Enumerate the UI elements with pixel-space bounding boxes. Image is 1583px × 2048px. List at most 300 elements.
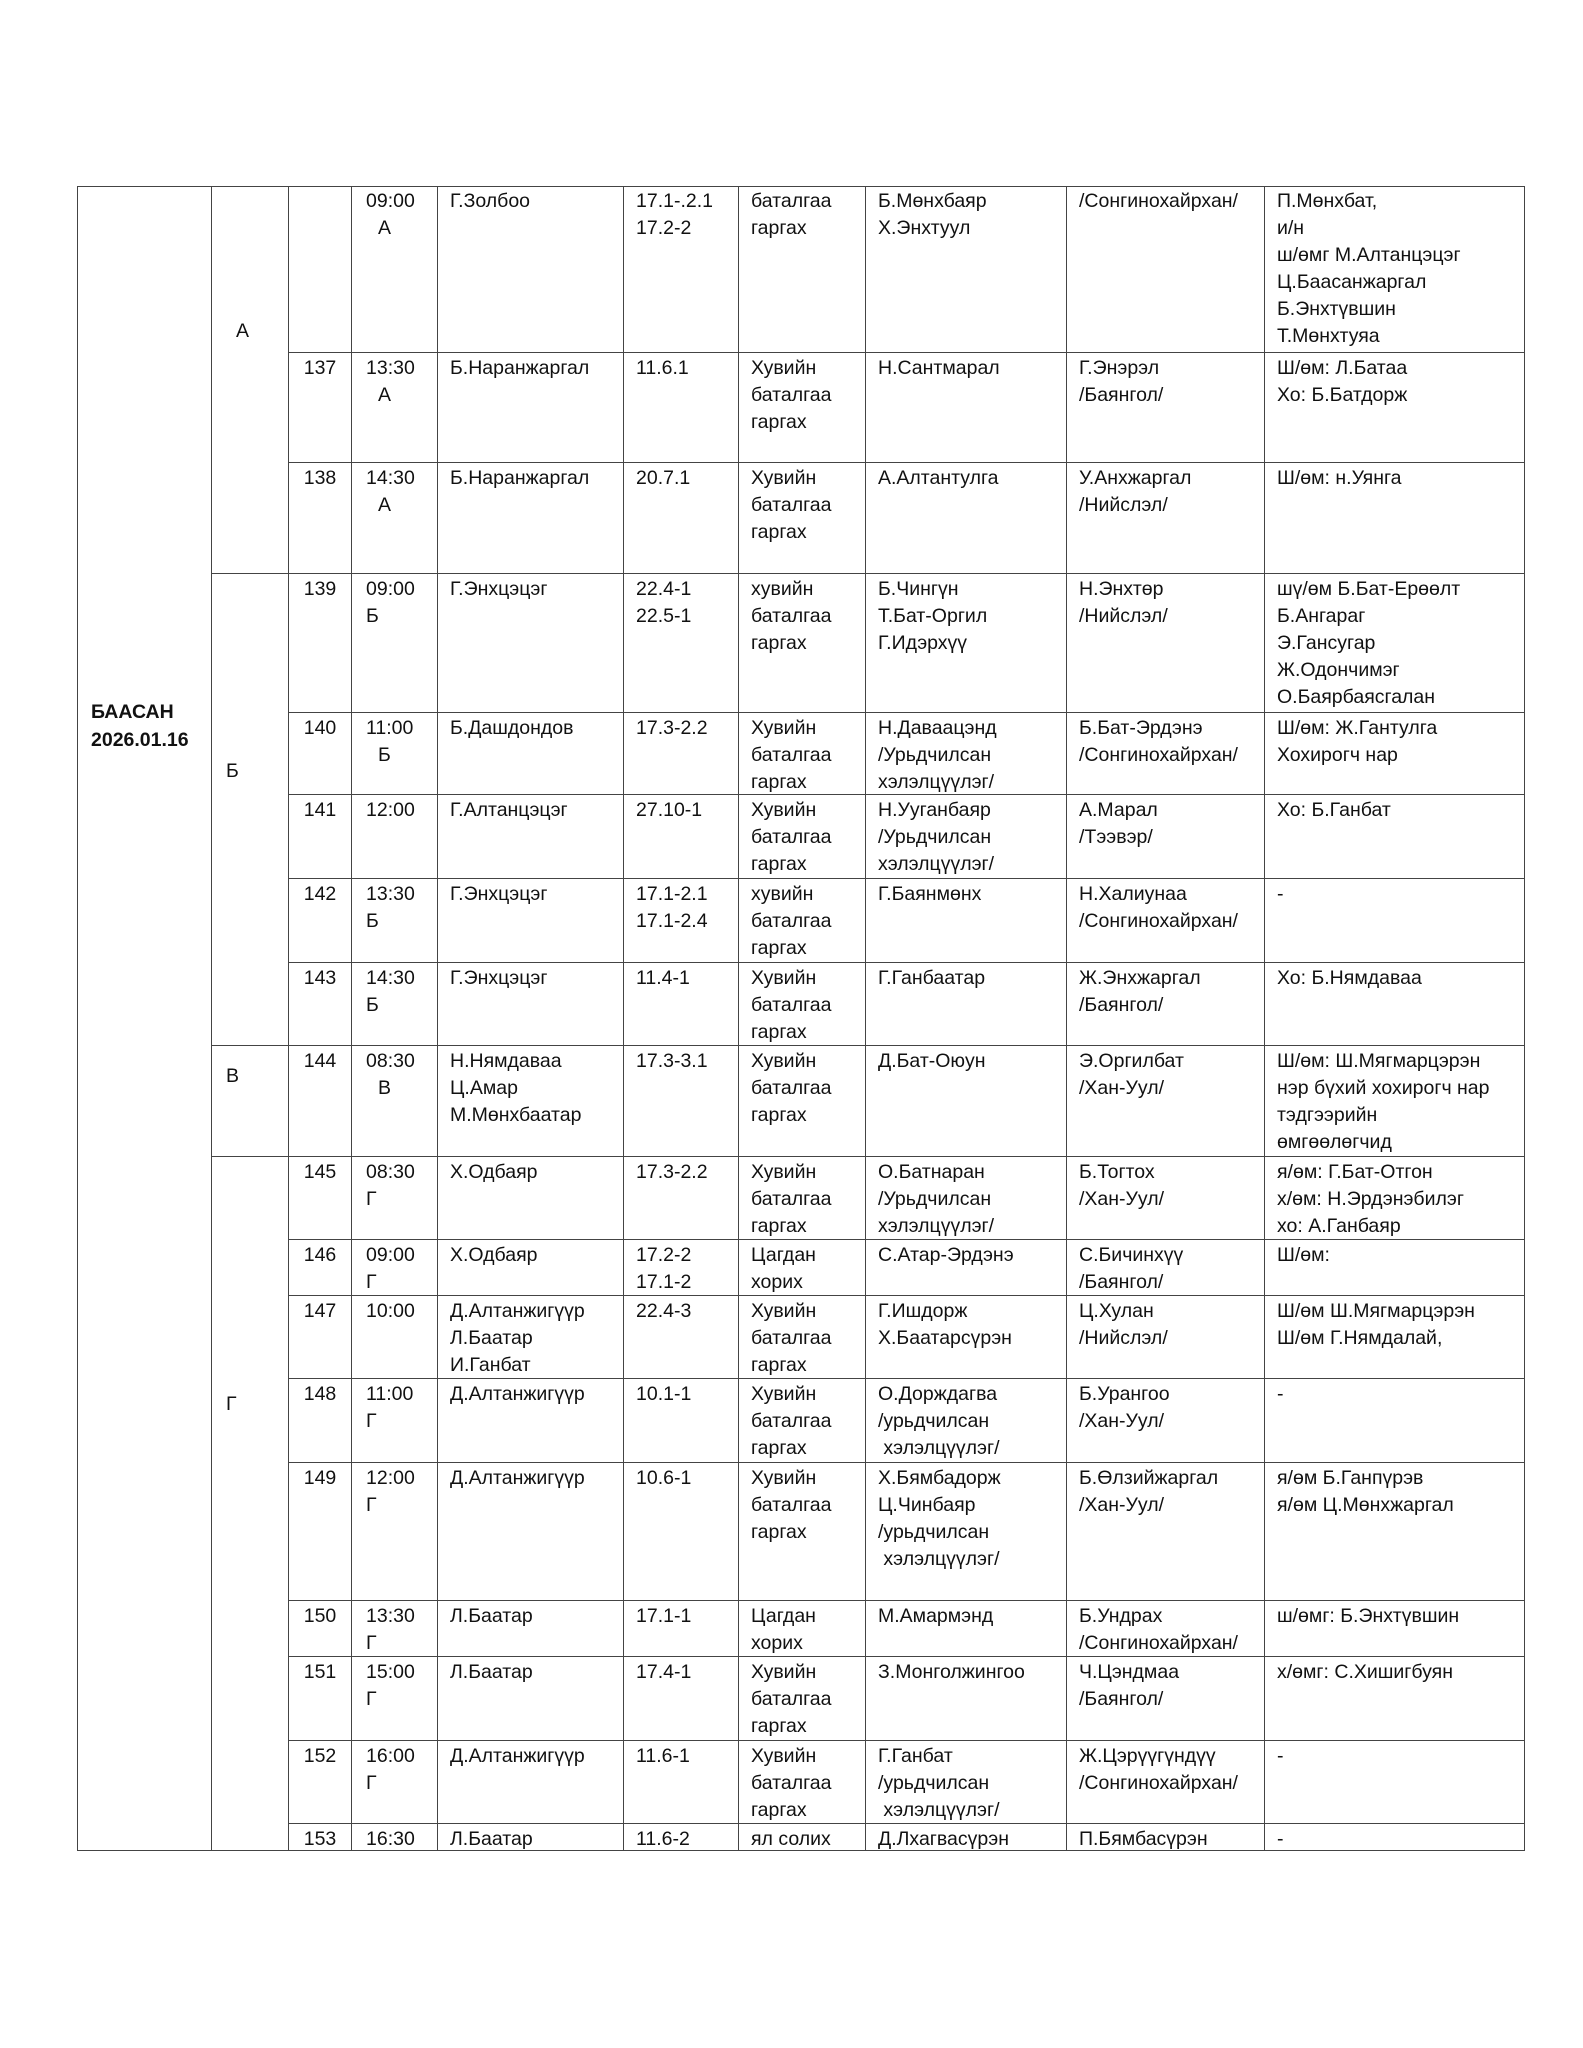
hearing-room: Б bbox=[366, 994, 379, 1016]
cell-participants bbox=[1264, 1740, 1525, 1823]
cell-line: хувийн bbox=[751, 883, 814, 905]
case-number: 151 bbox=[303, 1661, 337, 1683]
cell-judge bbox=[437, 462, 623, 573]
cell-no bbox=[288, 1656, 351, 1740]
cell-line: баталгаа bbox=[751, 826, 832, 848]
cell-prosecutor bbox=[1066, 1378, 1264, 1462]
cell-participants bbox=[1264, 878, 1525, 962]
cell-prosecutor bbox=[1066, 1823, 1264, 1851]
cell-line: Г.Баянмөнх bbox=[878, 883, 982, 905]
hearing-room: Г bbox=[366, 1271, 377, 1293]
date: 2026.01.16 bbox=[91, 729, 189, 751]
cell-line: хэлэлцүүлэг/ bbox=[878, 1215, 995, 1237]
cell-defendant bbox=[865, 352, 1066, 462]
hearing-room: Б bbox=[378, 744, 391, 766]
cell-line: Д.Алтанжигүүр bbox=[450, 1467, 585, 1489]
group-cell bbox=[211, 1156, 288, 1851]
cell-judge bbox=[437, 794, 623, 878]
hearing-room: В bbox=[378, 1077, 392, 1099]
cell-line: /Урьдчилсан bbox=[878, 1188, 992, 1210]
cell-line: Хо: Б.Батдорж bbox=[1277, 384, 1408, 406]
cell-prosecutor bbox=[1066, 462, 1264, 573]
cell-line: Н.Сантмарал bbox=[878, 357, 1000, 379]
cell-line: Д.Алтанжигүүр bbox=[450, 1300, 585, 1322]
hearing-room: А bbox=[378, 217, 392, 239]
cell-time bbox=[351, 794, 437, 878]
cell-line: 10.6-1 bbox=[636, 1467, 692, 1489]
cell-prosecutor bbox=[1066, 186, 1264, 352]
hearing-time: 08:30 bbox=[366, 1161, 415, 1183]
cell-participants bbox=[1264, 1600, 1525, 1656]
group-label: Б bbox=[226, 760, 239, 782]
cell-participants bbox=[1264, 794, 1525, 878]
case-number: 149 bbox=[303, 1467, 337, 1489]
hearing-time: 08:30 bbox=[366, 1050, 415, 1072]
hearing-time: 13:30 bbox=[366, 1605, 415, 1627]
cell-defendant bbox=[865, 1239, 1066, 1295]
group-label: Г bbox=[226, 1393, 237, 1415]
case-number: 141 bbox=[303, 799, 337, 821]
cell-line: 17.3-2.2 bbox=[636, 1161, 708, 1183]
cell-participants bbox=[1264, 186, 1525, 352]
cell-line: 17.1-2.1 bbox=[636, 883, 708, 905]
cell-type bbox=[738, 712, 865, 794]
cell-line: Г.Ишдорж bbox=[878, 1300, 968, 1322]
cell-line: /Нийслэл/ bbox=[1079, 605, 1168, 627]
cell-line: баталгаа bbox=[751, 494, 832, 516]
cell-line: гаргах bbox=[751, 1021, 807, 1043]
cell-line: хорих bbox=[751, 1632, 803, 1654]
cell-article bbox=[623, 878, 738, 962]
cell-time bbox=[351, 878, 437, 962]
cell-line: Б.Бат-Эрдэнэ bbox=[1079, 717, 1203, 739]
hearing-time: 13:30 bbox=[366, 883, 415, 905]
cell-type bbox=[738, 573, 865, 712]
cell-line: Ш/өм: Ш.Мягмарцэрэн bbox=[1277, 1050, 1481, 1072]
cell-line: /урьдчилсан bbox=[878, 1521, 990, 1543]
cell-line: хо: А.Ганбаяр bbox=[1277, 1215, 1401, 1237]
cell-line: Д.Алтанжигүүр bbox=[450, 1745, 585, 1767]
cell-line: И.Ганбат bbox=[450, 1354, 531, 1376]
cell-line: Х.Баатарсүрэн bbox=[878, 1327, 1012, 1349]
hearing-room: Г bbox=[366, 1772, 377, 1794]
cell-prosecutor bbox=[1066, 878, 1264, 962]
cell-judge bbox=[437, 1740, 623, 1823]
cell-line: Н.Халиунаа bbox=[1079, 883, 1187, 905]
cell-line: өмгөөлөгчид bbox=[1277, 1131, 1392, 1153]
cell-line: /Баянгол/ bbox=[1079, 1688, 1164, 1710]
cell-line: Г.Энхцэцэг bbox=[450, 883, 548, 905]
cell-line: ш/өмг: Б.Энхтүвшин bbox=[1277, 1605, 1460, 1627]
cell-judge bbox=[437, 878, 623, 962]
cell-no bbox=[288, 573, 351, 712]
cell-line: гаргах bbox=[751, 771, 807, 793]
cell-line: О.Батнаран bbox=[878, 1161, 985, 1183]
cell-article bbox=[623, 1462, 738, 1600]
cell-article bbox=[623, 1823, 738, 1851]
cell-line: /Нийслэл/ bbox=[1079, 494, 1168, 516]
cell-line: Хувийн bbox=[751, 799, 817, 821]
cell-defendant bbox=[865, 1740, 1066, 1823]
cell-line: Г.Алтанцэцэг bbox=[450, 799, 568, 821]
cell-line: гаргах bbox=[751, 411, 807, 433]
hearing-room: Б bbox=[366, 910, 379, 932]
cell-time bbox=[351, 962, 437, 1045]
cell-no bbox=[288, 462, 351, 573]
cell-no bbox=[288, 794, 351, 878]
cell-line: гаргах bbox=[751, 853, 807, 875]
cell-type bbox=[738, 1156, 865, 1239]
cell-type bbox=[738, 1600, 865, 1656]
cell-line: - bbox=[1277, 1383, 1284, 1405]
cell-line: гаргах bbox=[751, 217, 807, 239]
cell-line: Ц.Баасанжаргал bbox=[1277, 271, 1427, 293]
cell-line: О.Баярбаясгалан bbox=[1277, 686, 1436, 708]
cell-line: Г.Золбоо bbox=[450, 190, 531, 212]
hearing-time: 11:00 bbox=[366, 1383, 414, 1405]
cell-article bbox=[623, 794, 738, 878]
cell-line: Хувийн bbox=[751, 1050, 817, 1072]
cell-line: Г.Идэрхүү bbox=[878, 632, 968, 654]
cell-line: Х.Одбаяр bbox=[450, 1244, 538, 1266]
cell-line: шү/өм Б.Бат-Ерөөлт bbox=[1277, 578, 1461, 600]
cell-line: Хувийн bbox=[751, 1161, 817, 1183]
cell-article bbox=[623, 573, 738, 712]
hearing-time: 16:00 bbox=[366, 1745, 415, 1767]
cell-line: я/өм Ц.Мөнхжаргал bbox=[1277, 1494, 1454, 1516]
cell-line: 11.6-2 bbox=[636, 1828, 690, 1850]
cell-line: 17.2-2 bbox=[636, 217, 692, 239]
cell-line: А.Марал bbox=[1079, 799, 1158, 821]
cell-defendant bbox=[865, 1156, 1066, 1239]
cell-participants bbox=[1264, 573, 1525, 712]
cell-line: М.Амармэнд bbox=[878, 1605, 994, 1627]
cell-defendant bbox=[865, 878, 1066, 962]
cell-line: 17.4-1 bbox=[636, 1661, 692, 1683]
cell-line: Ш/өм Г.Нямдалай, bbox=[1277, 1327, 1443, 1349]
cell-no bbox=[288, 352, 351, 462]
cell-line: хэлэлцүүлэг/ bbox=[878, 1548, 1000, 1570]
cell-line: Б.Мөнхбаяр bbox=[878, 190, 987, 212]
group-cell bbox=[211, 186, 288, 573]
case-number: 142 bbox=[303, 883, 337, 905]
cell-line: З.Монголжингоо bbox=[878, 1661, 1025, 1683]
hearing-room: Г bbox=[366, 1188, 377, 1210]
cell-line: /Сонгинохайрхан/ bbox=[1079, 1632, 1238, 1654]
cell-line: 22.5-1 bbox=[636, 605, 692, 627]
cell-article bbox=[623, 1740, 738, 1823]
cell-judge bbox=[437, 1600, 623, 1656]
cell-line: /Тээвэр/ bbox=[1079, 826, 1153, 848]
cell-line: /Сонгинохайрхан/ bbox=[1079, 744, 1238, 766]
cell-line: Х.Энхтуул bbox=[878, 217, 971, 239]
cell-line: Ж.Цэрүүгүндүү bbox=[1079, 1745, 1216, 1767]
cell-line: /урьдчилсан bbox=[878, 1772, 990, 1794]
cell-line: 10.1-1 bbox=[636, 1383, 692, 1405]
cell-time bbox=[351, 1239, 437, 1295]
cell-defendant bbox=[865, 1045, 1066, 1156]
cell-line: 17.1-1 bbox=[636, 1605, 692, 1627]
cell-line: х/өм: Н.Эрдэнэбилэг bbox=[1277, 1188, 1464, 1210]
cell-line: /Хан-Уул/ bbox=[1079, 1410, 1165, 1432]
cell-line: Хохирогч нар bbox=[1277, 744, 1398, 766]
case-number: 147 bbox=[303, 1300, 337, 1322]
cell-participants bbox=[1264, 962, 1525, 1045]
cell-article bbox=[623, 1156, 738, 1239]
cell-line: /Хан-Уул/ bbox=[1079, 1188, 1165, 1210]
cell-line: /урьдчилсан bbox=[878, 1410, 990, 1432]
weekday: БААСАН bbox=[91, 701, 174, 723]
cell-line: Э.Оргилбат bbox=[1079, 1050, 1184, 1072]
cell-line: Хо: Б.Нямдаваа bbox=[1277, 967, 1422, 989]
hearing-time: 13:30 bbox=[366, 357, 415, 379]
cell-participants bbox=[1264, 352, 1525, 462]
cell-time bbox=[351, 1462, 437, 1600]
cell-judge bbox=[437, 352, 623, 462]
cell-defendant bbox=[865, 462, 1066, 573]
cell-line: Хувийн bbox=[751, 467, 817, 489]
cell-line: Х.Бямбадорж bbox=[878, 1467, 1001, 1489]
cell-line: Д.Алтанжигүүр bbox=[450, 1383, 585, 1405]
cell-prosecutor bbox=[1066, 1295, 1264, 1378]
cell-line: гаргах bbox=[751, 1799, 807, 1821]
cell-line: Л.Баатар bbox=[450, 1605, 533, 1627]
cell-line: О.Дорждагва bbox=[878, 1383, 998, 1405]
cell-line: баталгаа bbox=[751, 190, 832, 212]
cell-line: 17.1-2 bbox=[636, 1271, 692, 1293]
cell-line: Ш/өм: Ж.Гантулга bbox=[1277, 717, 1438, 739]
cell-line: Н.Ууганбаяр bbox=[878, 799, 991, 821]
cell-line: 17.1-.2.1 bbox=[636, 190, 713, 212]
cell-line: и/н bbox=[1277, 217, 1305, 239]
cell-line: /Сонгинохайрхан/ bbox=[1079, 190, 1238, 212]
cell-type bbox=[738, 962, 865, 1045]
cell-line: 22.4-1 bbox=[636, 578, 692, 600]
cell-time bbox=[351, 1600, 437, 1656]
cell-line: Д.Лхагвасүрэн bbox=[878, 1828, 1009, 1850]
cell-line: гаргах bbox=[751, 1715, 807, 1737]
cell-line: /Баянгол/ bbox=[1079, 1271, 1164, 1293]
cell-line: Н.Даваацэнд bbox=[878, 717, 997, 739]
cell-type bbox=[738, 462, 865, 573]
cell-line: Н.Нямдаваа bbox=[450, 1050, 562, 1072]
cell-line: гаргах bbox=[751, 1215, 807, 1237]
case-number: 146 bbox=[303, 1244, 337, 1266]
cell-judge bbox=[437, 573, 623, 712]
cell-line: баталгаа bbox=[751, 910, 832, 932]
cell-line: хэлэлцүүлэг/ bbox=[878, 1437, 1000, 1459]
cell-participants bbox=[1264, 712, 1525, 794]
cell-judge bbox=[437, 1045, 623, 1156]
cell-line: я/өм Б.Ганпүрэв bbox=[1277, 1467, 1424, 1489]
cell-no bbox=[288, 962, 351, 1045]
cell-prosecutor bbox=[1066, 1239, 1264, 1295]
hearing-time: 14:30 bbox=[366, 467, 415, 489]
cell-prosecutor bbox=[1066, 352, 1264, 462]
case-number: 144 bbox=[303, 1050, 337, 1072]
cell-line: баталгаа bbox=[751, 1772, 832, 1794]
cell-line: Г.Ганбат bbox=[878, 1745, 953, 1767]
cell-defendant bbox=[865, 1295, 1066, 1378]
cell-line: Б.Тогтох bbox=[1079, 1161, 1155, 1183]
day-label bbox=[91, 698, 189, 754]
cell-line: Цагдан bbox=[751, 1244, 816, 1266]
cell-judge bbox=[437, 1239, 623, 1295]
case-number: 153 bbox=[303, 1828, 337, 1850]
cell-type bbox=[738, 878, 865, 962]
cell-participants bbox=[1264, 1378, 1525, 1462]
cell-line: /Нийслэл/ bbox=[1079, 1327, 1168, 1349]
cell-line: Т.Мөнхтуяа bbox=[1277, 325, 1380, 347]
cell-line: С.Атар-Эрдэнэ bbox=[878, 1244, 1014, 1266]
case-number: 148 bbox=[303, 1383, 337, 1405]
cell-line: 11.6.1 bbox=[636, 357, 689, 379]
cell-line: Б.Наранжаргал bbox=[450, 467, 590, 489]
cell-prosecutor bbox=[1066, 1045, 1264, 1156]
group-label: В bbox=[226, 1065, 240, 1087]
cell-line: хэлэлцүүлэг/ bbox=[878, 853, 995, 875]
cell-line: 22.4-3 bbox=[636, 1300, 692, 1322]
cell-defendant bbox=[865, 962, 1066, 1045]
cell-line: Г.Ганбаатар bbox=[878, 967, 986, 989]
cell-line: Хувийн bbox=[751, 1661, 817, 1683]
cell-line: Д.Бат-Оюун bbox=[878, 1050, 986, 1072]
cell-judge bbox=[437, 1656, 623, 1740]
cell-article bbox=[623, 462, 738, 573]
cell-line: Хо: Б.Ганбат bbox=[1277, 799, 1391, 821]
hearing-time: 09:00 bbox=[366, 578, 415, 600]
cell-line: Л.Баатар bbox=[450, 1661, 533, 1683]
cell-participants bbox=[1264, 1156, 1525, 1239]
cell-line: Хувийн bbox=[751, 1383, 817, 1405]
cell-line: ш/өмг М.Алтанцэцэг bbox=[1277, 244, 1461, 266]
cell-line: Б.Ундрах bbox=[1079, 1605, 1163, 1627]
cell-article bbox=[623, 186, 738, 352]
cell-line: Хувийн bbox=[751, 1745, 817, 1767]
cell-line: Б.Дашдондов bbox=[450, 717, 574, 739]
cell-line: /Урьдчилсан bbox=[878, 826, 992, 848]
cell-line: Х.Одбаяр bbox=[450, 1161, 538, 1183]
cell-line: /Урьдчилсан bbox=[878, 744, 992, 766]
cell-type bbox=[738, 1462, 865, 1600]
cell-prosecutor bbox=[1066, 712, 1264, 794]
cell-article bbox=[623, 1378, 738, 1462]
cell-participants bbox=[1264, 1823, 1525, 1851]
cell-defendant bbox=[865, 794, 1066, 878]
cell-article bbox=[623, 1045, 738, 1156]
cell-article bbox=[623, 352, 738, 462]
cell-participants bbox=[1264, 1656, 1525, 1740]
cell-line: Г.Энхцэцэг bbox=[450, 578, 548, 600]
hearing-room: Г bbox=[366, 1410, 377, 1432]
cell-prosecutor bbox=[1066, 1740, 1264, 1823]
hearing-time: 09:00 bbox=[366, 190, 415, 212]
group-cell bbox=[211, 1045, 288, 1156]
cell-type bbox=[738, 1045, 865, 1156]
cell-line: баталгаа bbox=[751, 605, 832, 627]
cell-line: Цагдан bbox=[751, 1605, 816, 1627]
cell-judge bbox=[437, 1156, 623, 1239]
hearing-time: 11:00 bbox=[366, 717, 414, 739]
day-cell bbox=[77, 186, 211, 1851]
cell-line: Хувийн bbox=[751, 967, 817, 989]
group-cell bbox=[211, 573, 288, 1045]
cell-line: х/өмг: С.Хишигбуян bbox=[1277, 1661, 1454, 1683]
cell-no bbox=[288, 1156, 351, 1239]
cell-prosecutor bbox=[1066, 1656, 1264, 1740]
cell-prosecutor bbox=[1066, 1462, 1264, 1600]
cell-line: 17.3-2.2 bbox=[636, 717, 708, 739]
cell-article bbox=[623, 1295, 738, 1378]
cell-time bbox=[351, 1156, 437, 1239]
cell-line: /Хан-Уул/ bbox=[1079, 1494, 1165, 1516]
cell-no bbox=[288, 1600, 351, 1656]
cell-time bbox=[351, 462, 437, 573]
cell-line: хувийн bbox=[751, 578, 814, 600]
cell-time bbox=[351, 573, 437, 712]
cell-prosecutor bbox=[1066, 962, 1264, 1045]
hearing-room: Г bbox=[366, 1632, 377, 1654]
cell-line: гаргах bbox=[751, 521, 807, 543]
cell-line: Б.Өлзийжаргал bbox=[1079, 1467, 1219, 1489]
cell-type bbox=[738, 1823, 865, 1851]
cell-no bbox=[288, 1462, 351, 1600]
cell-line: нэр бүхий хохирогч нар bbox=[1277, 1077, 1490, 1099]
cell-line: Б.Наранжаргал bbox=[450, 357, 590, 379]
cell-line: Ж.Энхжаргал bbox=[1079, 967, 1201, 989]
cell-line: Ш/өм: Л.Батаа bbox=[1277, 357, 1408, 379]
cell-no bbox=[288, 1378, 351, 1462]
cell-line: баталгаа bbox=[751, 1494, 832, 1516]
cell-line: гаргах bbox=[751, 1437, 807, 1459]
cell-line: гаргах bbox=[751, 1521, 807, 1543]
hearing-time: 16:30 bbox=[366, 1828, 415, 1850]
cell-line: А.Алтантулга bbox=[878, 467, 999, 489]
cell-line: Ц.Хулан bbox=[1079, 1300, 1154, 1322]
cell-line: Ц.Чинбаяр bbox=[878, 1494, 976, 1516]
cell-line: хэлэлцүүлэг/ bbox=[878, 771, 995, 793]
cell-type bbox=[738, 1378, 865, 1462]
cell-judge bbox=[437, 1378, 623, 1462]
cell-line: Г.Энхцэцэг bbox=[450, 967, 548, 989]
cell-line: Т.Бат-Оргил bbox=[878, 605, 988, 627]
cell-line: баталгаа bbox=[751, 1077, 832, 1099]
cell-judge bbox=[437, 1823, 623, 1851]
cell-line: У.Анхжаргал bbox=[1079, 467, 1192, 489]
cell-prosecutor bbox=[1066, 1156, 1264, 1239]
cell-line: гаргах bbox=[751, 937, 807, 959]
cell-participants bbox=[1264, 1239, 1525, 1295]
cell-time bbox=[351, 1740, 437, 1823]
cell-line: /Сонгинохайрхан/ bbox=[1079, 910, 1238, 932]
hearing-room: Г bbox=[366, 1494, 377, 1516]
cell-defendant bbox=[865, 1378, 1066, 1462]
cell-type bbox=[738, 1740, 865, 1823]
cell-line: - bbox=[1277, 883, 1284, 905]
cell-type bbox=[738, 186, 865, 352]
hearing-time: 12:00 bbox=[366, 799, 415, 821]
cell-time bbox=[351, 1378, 437, 1462]
cell-defendant bbox=[865, 1656, 1066, 1740]
cell-line: хэлэлцүүлэг/ bbox=[878, 1799, 1000, 1821]
cell-line: П.Мөнхбат, bbox=[1277, 190, 1378, 212]
cell-line: баталгаа bbox=[751, 994, 832, 1016]
hearing-room: Г bbox=[366, 1688, 377, 1710]
cell-line: Ш/өм Ш.Мягмарцэрэн bbox=[1277, 1300, 1475, 1322]
hearing-time: 09:00 bbox=[366, 1244, 415, 1266]
cell-line: я/өм: Г.Бат-Отгон bbox=[1277, 1161, 1433, 1183]
hearing-room: А bbox=[378, 494, 392, 516]
